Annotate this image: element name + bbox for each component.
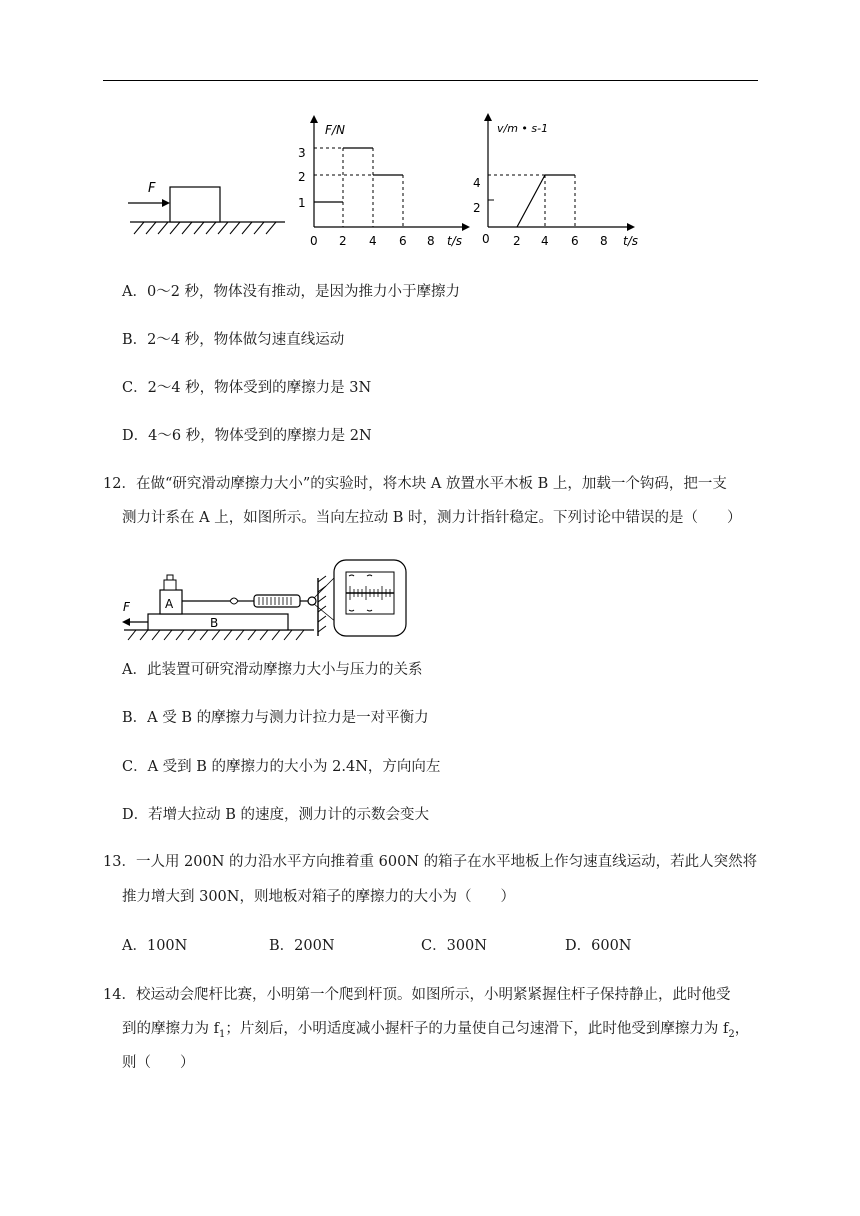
- q13-option-d: D．600N: [565, 938, 632, 954]
- v-tick-2: 2: [473, 201, 481, 215]
- v-xtick-8: 8: [600, 234, 608, 248]
- q14-stem-line1: 14．校运动会爬杆比赛，小明第一个爬到杆顶。如图所示，小明紧紧握住杆子保持静止，此时他受: [103, 987, 731, 1003]
- q11-option-b: B．2～4 秒，物体做匀速直线运动: [122, 332, 345, 348]
- q12-stem-line2: 测力计系在 A 上，如图所示。当向左拉动 B 时，测力计指针稳定。下列讨论中错误的是（ ）: [122, 510, 742, 526]
- force-time-graph: [298, 115, 470, 248]
- velocity-time-graph: [473, 113, 638, 248]
- q12-option-c: C．A 受到 B 的摩擦力的大小为 2.4N，方向向左: [122, 759, 441, 775]
- f-tick-1: 1: [298, 196, 306, 210]
- block: [170, 187, 220, 222]
- v-xtick-2: 2: [513, 234, 521, 248]
- v-tick-4: 4: [473, 176, 481, 190]
- q14-sub-1: 1: [218, 1028, 226, 1040]
- v-xaxis-label: t/s: [623, 234, 638, 248]
- q12-figure: [118, 548, 418, 648]
- q13-stem-line1: 13．一人用 200N 的力沿水平方向推着重 600N 的箱子在水平地板上作匀速直线运动，若此人突然将: [103, 854, 758, 870]
- f-xtick-2: 2: [339, 234, 347, 248]
- q13-stem-line2: 推力增大到 300N，则地板对箱子的摩擦力的大小为（ ）: [122, 889, 515, 905]
- q12-stem-line1: 12．在做“研究滑动摩擦力大小”的实验时，将木块 A 放置水平木板 B 上，加载一个钩码，把一支: [103, 476, 727, 492]
- force-f-label: F: [123, 600, 130, 614]
- v-xtick-4: 4: [541, 234, 549, 248]
- q11-option-d: D．4～6 秒，物体受到的摩擦力是 2N: [122, 428, 372, 444]
- q14-stem-line2: [122, 1019, 749, 1045]
- f-tick-2: 2: [298, 170, 306, 184]
- q14-stem-line3: 则（ ）: [122, 1055, 195, 1071]
- spring-scale: [254, 595, 300, 607]
- f-xaxis-label: t/s: [447, 234, 462, 248]
- v-axis-label: v/m • s-1: [497, 122, 549, 135]
- f-xtick-6: 6: [399, 234, 407, 248]
- q14-text-c: ，: [734, 1021, 750, 1037]
- q12-option-a: A．此装置可研究滑动摩擦力大小与压力的关系: [122, 662, 423, 678]
- f-xtick-8: 8: [427, 234, 435, 248]
- q13-option-c: C．300N: [421, 938, 487, 954]
- q13-option-b: B．200N: [269, 938, 335, 954]
- q13-options-row: [122, 936, 632, 956]
- f-tick-3: 3: [298, 146, 306, 160]
- block-a-label: A: [165, 597, 174, 611]
- q11-figure: [120, 110, 650, 255]
- q13-option-a: A．100N: [122, 938, 188, 954]
- q11-option-c: C．2～4 秒，物体受到的摩擦力是 3N: [122, 380, 372, 396]
- block-diagram: [128, 181, 285, 234]
- v-xtick-6: 6: [571, 234, 579, 248]
- f-xtick-4: 4: [369, 234, 377, 248]
- f-xtick-0: 0: [310, 234, 318, 248]
- q12-option-d: D．若增大拉动 B 的速度，测力计的示数会变大: [122, 807, 429, 823]
- q12-option-b: B．A 受 B 的摩擦力与测力计拉力是一对平衡力: [122, 710, 429, 726]
- force-label: F: [148, 181, 156, 196]
- board-b-label: B: [210, 616, 219, 630]
- q14-sub-2: 2: [728, 1028, 735, 1040]
- q14-text-b: ；片刻后，小明适度减小握杆子的力量使自己匀速滑下，此时他受到摩擦力为 f: [225, 1021, 729, 1037]
- v-xtick-0: 0: [482, 232, 490, 246]
- q14-text-a: 到的摩擦力为 f: [122, 1021, 219, 1037]
- f-axis-label: F/N: [325, 123, 345, 137]
- header-rule: [103, 80, 758, 81]
- q11-option-a: A．0～2 秒，物体没有推动，是因为推力小于摩擦力: [122, 284, 461, 300]
